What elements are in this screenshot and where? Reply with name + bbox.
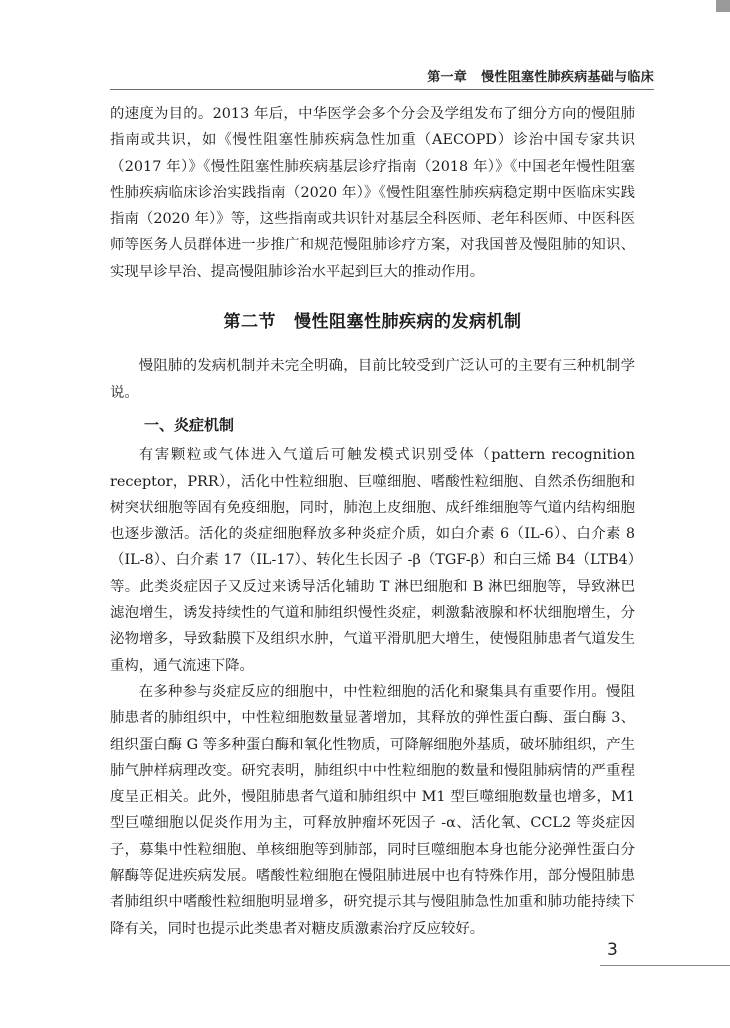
paragraph-inflammation: 有害颗粒或气体进入气道后可触发模式识别受体（pattern recognition receptor，PRR），活化中性粒细胞、巨噬细胞、嗜酸性粒细胞、自然杀伤细胞和树突状细胞等固有免疫细胞，同时，肺泡上皮细胞、成纤维细胞等气道内结构细胞也逐步激活。活化的炎症细胞释放多种炎症介质，如白介素 6（IL-6）、白介素 8（IL-8）、白介素 17（IL-17）、转化生长因子 -β（TGF-β）和白三烯 B4（LTB4）等。此类炎症因子又反过来诱导活化辅助 T 淋巴细胞和 B 淋巴细胞等，导致淋巴滤泡增生，诱发持续性的气道和肺组织慢性炎症，刺激黏液腺和杯状细胞增生，分泌物增多，导致黏膜下及组织水肿，气道平滑肌肥大增生，使慢阻肺患者气道发生重构，通气流速下降。 [110, 447, 635, 674]
section-number: 第二节 [223, 312, 276, 333]
section-title: 慢性阻塞性肺疾病的发病机制 [294, 312, 522, 333]
running-header [427, 66, 654, 85]
chapter-number: 第一章 [427, 70, 468, 85]
page-body [110, 101, 635, 942]
paragraph-mechanism-overview: 慢阻肺的发病机制并未完全明确，目前比较受到广泛认可的主要有三种机制学说。 [110, 358, 635, 401]
paragraph-neutrophils: 在多种参与炎症反应的细胞中，中性粒细胞的活化和聚集具有重要作用。慢阻肺患者的肺组织中，中性粒细胞数量显著增加，其释放的弹性蛋白酶、蛋白酶 3、组织蛋白酶 G 等多种蛋白酶和氧化性物质，可降解细胞外基质，破坏肺组织，产生肺气肿样病理改变。研究表明，肺组织中中性粒细胞的数量和慢阻肺病情的严重程度呈正相关。此外，慢阻肺患者气道和肺组织中 M1 型巨噬细胞数量也增多，M1 型巨噬细胞以促炎作用为主，可释放肿瘤坏死因子 -α、活化氧、CCL2 等炎症因子，募集中性粒细胞、单核细胞等到肺部，同时巨噬细胞本身也能分泌弹性蛋白分解酶等促进疾病发展。嗜酸性粒细胞在慢阻肺进展中也有特殊作用，部分慢阻肺患者肺组织中嗜酸性粒细胞明显增多，研究提示其与慢阻肺急性加重和肺功能持续下降有关，同时也提示此类患者对糖皮质激素治疗反应较好。 [110, 683, 635, 937]
section-heading [110, 309, 635, 335]
page-corner-mark [716, 0, 730, 12]
header-rule [110, 89, 654, 90]
footer-rule [600, 965, 730, 966]
paragraph-intro-continued: 的速度为目的。2013 年后，中华医学会多个分会及学组发布了细分方向的慢阻肺指南或共识，如《慢性阻塞性肺疾病急性加重（AECOPD）诊治中国专家共识（2017 年）》《慢性阻塞性肺疾病基层诊疗指南（2018 年）》《中国老年慢性阻塞性肺疾病临床诊治实践指南（2020 年）》《慢性阻塞性肺疾病稳定期中医临床实践指南（2020 年）》等，这些指南或共识针对基层全科医师、老年科医师、中医科医师等医务人员群体进一步推广和规范慢阻肺诊疗方案，对我国普及慢阻肺的知识、实现早诊早治、提高慢阻肺诊治水平起到巨大的推动作用。 [110, 106, 635, 280]
page-number: 3 [607, 940, 618, 960]
subsection-heading-inflammation: 一、炎症机制 [144, 415, 235, 434]
chapter-title: 慢性阻塞性肺疾病基础与临床 [481, 70, 654, 85]
